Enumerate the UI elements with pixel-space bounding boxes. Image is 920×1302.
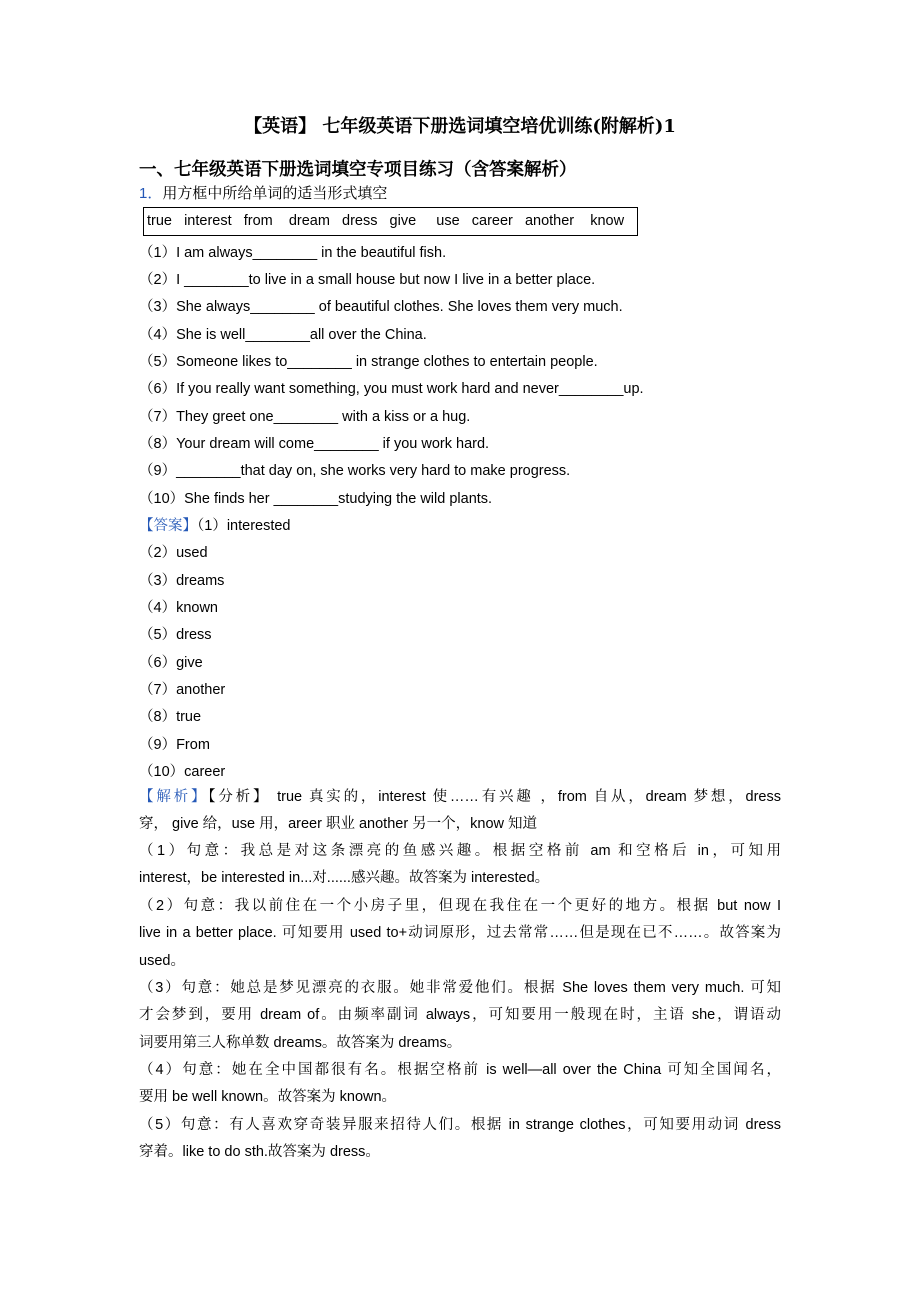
analysis-intro-line: 穿， give 给，use 用，areer 职业 another 另一个，know 知道 bbox=[139, 816, 538, 833]
analysis-line: （5）句意：有人喜欢穿奇装异服来招待人们。根据 in strange clothes，可知要用动词 dress bbox=[139, 1117, 781, 1133]
question-number: 1． bbox=[139, 185, 163, 202]
analysis-line: （3）句意：她总是梦见漂亮的衣服。她非常爱他们。根据 She loves them very much. 可知 bbox=[139, 980, 781, 996]
analysis-intro bbox=[139, 784, 781, 839]
analysis-line: 穿着。like to do sth.故答案为 dress。 bbox=[139, 1144, 380, 1161]
document-title: 【英语】 七年级英语下册选词填空培优训练(附解析)1 bbox=[244, 116, 676, 137]
question-intro bbox=[139, 182, 387, 203]
analysis-line: used。 bbox=[139, 952, 185, 969]
answer-item: （2）used bbox=[139, 545, 208, 561]
answer-first-line bbox=[139, 514, 291, 535]
answer-item: （6）give bbox=[139, 655, 203, 671]
analysis-line: （4）句意：她在全中国都很有名。根据空格前 is well—all over the China 可知全国闻名， bbox=[139, 1062, 781, 1078]
question-item: （3）She always________ of beautiful clothes. She loves them very much. bbox=[139, 299, 623, 315]
analysis-paragraph-4 bbox=[139, 1057, 781, 1112]
question-item: （9）________that day on, she works very hard to make progress. bbox=[139, 463, 571, 479]
analysis-tag: 【解析】 bbox=[139, 789, 209, 805]
word-box: true interest from dream dress give use career another know bbox=[143, 207, 638, 236]
answer-item: （4）known bbox=[139, 600, 218, 616]
question-item: （10）She finds her ________studying the wild plants. bbox=[139, 491, 493, 507]
question-item: （1）I am always________ in the beautiful fish. bbox=[139, 245, 447, 261]
section-heading: 一、七年级英语下册选词填空专项目练习（含答案解析） bbox=[139, 160, 577, 180]
answer-item: （8）true bbox=[139, 709, 202, 725]
answer-item: （9）From bbox=[139, 737, 210, 753]
analysis-paragraph-5 bbox=[139, 1112, 781, 1167]
question-item: （6）If you really want something, you must work hard and never________up. bbox=[139, 381, 644, 397]
analysis-intro-text: 【分析】 true 真实的，interest 使……有兴趣 ，from 自从，dream 梦想，dress bbox=[208, 789, 781, 805]
question-item: （7）They greet one________ with a kiss or a hug. bbox=[139, 409, 471, 425]
analysis-paragraph-2 bbox=[139, 893, 781, 975]
analysis-line: （1）句意：我总是对这条漂亮的鱼感兴趣。根据空格前 am 和空格后 in，可知用 bbox=[139, 843, 781, 859]
analysis-intro-line bbox=[139, 784, 781, 811]
answer-item: （7）another bbox=[139, 682, 226, 698]
analysis-line: 词要用第三人称单数 dreams。故答案为 dreams。 bbox=[139, 1034, 462, 1051]
answer-item: （3）dreams bbox=[139, 573, 225, 589]
answer-item: （1）interested bbox=[197, 518, 291, 534]
question-instruction: 用方框中所给单词的适当形式填空 bbox=[162, 185, 388, 202]
analysis-paragraph-1 bbox=[139, 838, 781, 893]
question-item: （8）Your dream will come________ if you work hard. bbox=[139, 436, 490, 452]
analysis-line: live in a better place. 可知要用 used to+动词原形，过去常常……但是现在已不……。故答案为 bbox=[139, 925, 781, 942]
question-item: （5）Someone likes to________ in strange clothes to entertain people. bbox=[139, 354, 598, 370]
answer-item: （10）career bbox=[139, 764, 226, 780]
analysis-paragraph-3 bbox=[139, 975, 781, 1057]
analysis-line: 要用 be well known。故答案为 known。 bbox=[139, 1089, 397, 1106]
answer-item: （5）dress bbox=[139, 627, 212, 643]
question-item: （4）She is well________all over the China. bbox=[139, 327, 427, 343]
question-item: （2）I ________to live in a small house but now I live in a better place. bbox=[139, 272, 596, 288]
analysis-line: interest，be interested in...对......感兴趣。故答案为 interested。 bbox=[139, 870, 550, 887]
analysis-line: （2）句意：我以前住在一个小房子里，但现在我住在一个更好的地方。根据 but now I bbox=[139, 898, 781, 914]
answer-tag: 【答案】 bbox=[139, 518, 197, 534]
analysis-line: 才会梦到，要用 dream of。由频率副词 always，可知要用一般现在时，主语 she，谓语动 bbox=[139, 1007, 781, 1024]
